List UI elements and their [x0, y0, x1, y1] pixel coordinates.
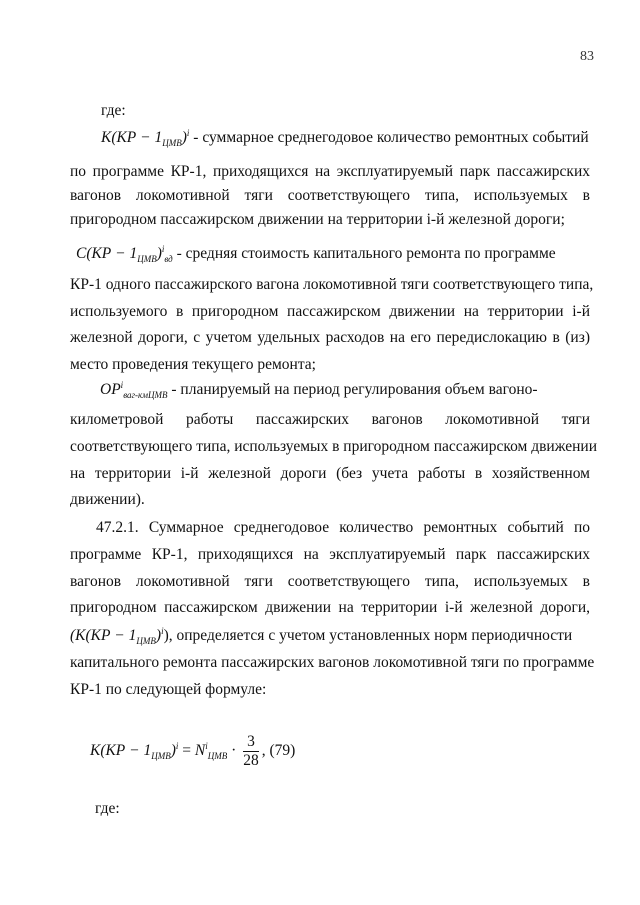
fraction-numerator: 3	[243, 733, 259, 752]
where-label: где:	[101, 102, 126, 119]
definition-2-line: место проведения текущего ремонта;	[70, 356, 316, 373]
definition-2-line: используемого в пригородном пассажирском движении на территории i-й	[70, 303, 590, 320]
paragraph-line: пригородном пассажирском движении на территории i-й железной дороги,	[70, 599, 590, 616]
page-number: 83	[580, 49, 594, 64]
definition-2-first-line	[76, 244, 590, 264]
definition-3-first-line	[100, 380, 590, 400]
definition-1-line: по программе КР-1, приходящихся на эксплуатируемый парк пассажирских	[70, 163, 590, 180]
multiply-dot: ·	[231, 742, 241, 760]
definition-3-line: движении).	[70, 491, 145, 508]
definition-1-first-line	[101, 128, 591, 148]
definition-2-line: железной дороги, с учетом удельных расходов на его передислокацию в (из)	[70, 329, 590, 346]
definition-3-text: - планируемый на период регулирования объем вагоно-	[171, 381, 538, 398]
formula-k-kr1: $K(КР - 1_{ЦМВ})^i$	[101, 127, 190, 149]
equation-fraction	[243, 733, 259, 770]
formula-or-vag-km: $ОР^i_{ваг-кмЦМВ}$	[100, 379, 168, 401]
paragraph-text: ), определяется с учетом установленных норм периодичности	[163, 627, 573, 644]
equation-number: , (79)	[261, 742, 296, 760]
paragraph-line-with-formula	[70, 626, 590, 646]
equation-lhs: $K(КР - 1_{ЦМВ})^i$	[90, 740, 179, 762]
equals-sign: =	[182, 742, 192, 760]
definition-1-line: вагонов локомотивной тяги соответствующего типа, используемых в	[70, 187, 590, 204]
fraction-denominator: 28	[243, 752, 259, 769]
where-label-2: где:	[95, 800, 120, 817]
definition-3-line: соответствующего типа, используемых в пригородном пассажирском движении	[70, 438, 597, 455]
paragraph-line: капитального ремонта пассажирских вагонов локомотивной тяги по программе	[70, 654, 595, 671]
inline-formula: ($K(КР - 1_{ЦМВ})^i$	[70, 625, 164, 647]
definition-1-line: пригородном пассажирском движении на территории i-й железной дороги;	[70, 211, 565, 228]
paragraph-line: 47.2.1. Суммарное среднегодовое количество ремонтных событий по	[96, 519, 590, 536]
definition-1-text: - суммарное среднегодовое количество ремонтных событий	[193, 129, 589, 146]
definition-2-text: - средняя стоимость капитального ремонта по программе	[176, 245, 556, 262]
paragraph-line: программе КР-1, приходящихся на эксплуатируемый парк пассажирских	[70, 546, 590, 563]
formula-c-kr1: $C(КР - 1_{ЦМВ})^i_{вд}$	[76, 243, 173, 265]
definition-3-line: километровой работы пассажирских вагонов локомотивной тяги	[70, 411, 590, 428]
paragraph-line: вагонов локомотивной тяги соответствующего типа, используемых в	[70, 573, 590, 590]
definition-2-line: КР-1 одного пассажирского вагона локомотивной тяги соответствующего типа,	[70, 276, 594, 293]
equation-n-var: $N^i_{ЦМВ}$	[194, 740, 228, 762]
equation-79	[90, 733, 295, 770]
paragraph-line: КР-1 по следующей формуле:	[70, 681, 267, 698]
definition-3-line: на территории i-й железной дороги (без учета работы в хозяйственном	[70, 465, 590, 482]
